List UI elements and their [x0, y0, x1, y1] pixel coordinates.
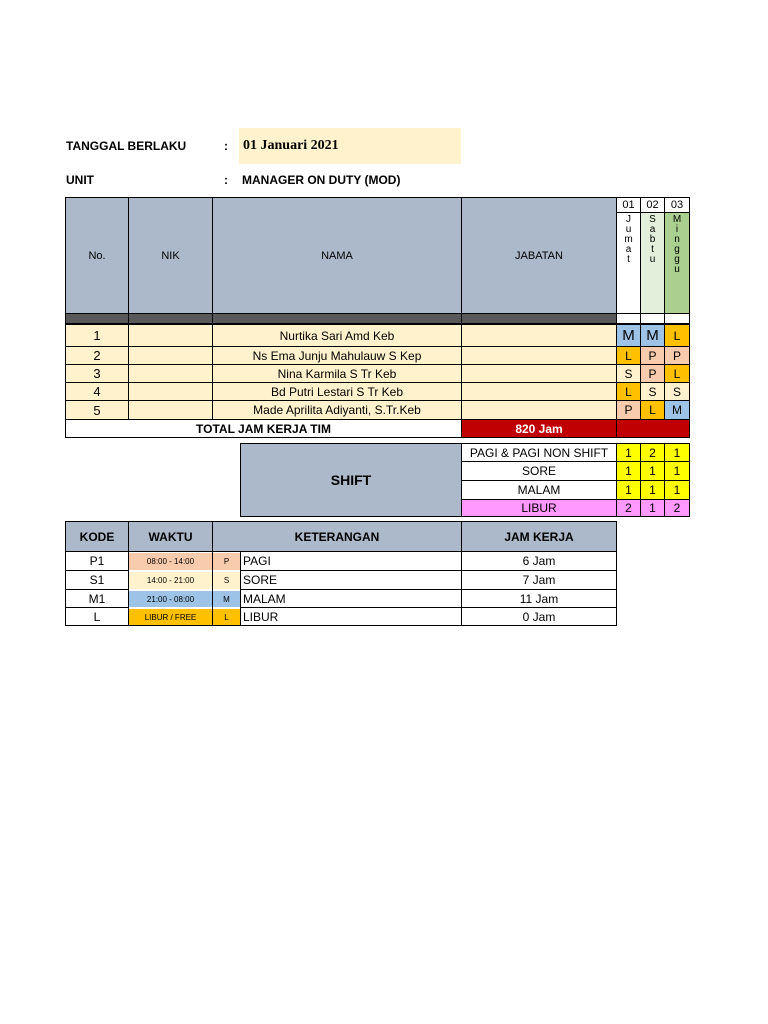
row-nama: Nurtika Sari Amd Keb: [212, 324, 462, 347]
row-jabatan: [461, 324, 617, 347]
legend-code: P: [213, 553, 240, 570]
shift-summary-count: 1: [616, 461, 641, 481]
shift-code-cell: P: [616, 400, 641, 420]
row-jabatan: [461, 346, 617, 365]
shift-summary-count: 1: [664, 461, 690, 481]
total-value: 820 Jam: [461, 419, 617, 438]
shift-summary-count: 2: [616, 499, 641, 517]
colon-separator: :: [224, 173, 228, 187]
divider-row: [461, 313, 617, 324]
shift-code-cell: M: [640, 324, 665, 347]
row-nik: [128, 400, 213, 420]
col-header-jabatan: JABATAN: [461, 197, 617, 314]
row-nama: Ns Ema Junju Mahulauw S Kep: [212, 346, 462, 365]
divider-row: [640, 313, 665, 324]
row-no: 4: [65, 382, 129, 401]
shift-code-cell: P: [664, 346, 690, 365]
divider-row: [65, 313, 129, 324]
legend-code: L: [213, 609, 240, 625]
day-name-1: J u m a t: [616, 212, 641, 314]
legend-keterangan: LIBUR: [240, 607, 462, 626]
divider-row: [616, 313, 641, 324]
shift-summary-label: MALAM: [461, 480, 617, 500]
shift-code-cell: L: [640, 400, 665, 420]
legend-keterangan: PAGI: [240, 551, 462, 571]
legend-header-kode: KODE: [65, 521, 129, 552]
row-jabatan: [461, 382, 617, 401]
row-nik: [128, 324, 213, 347]
row-nik: [128, 346, 213, 365]
tanggal-label: TANGGAL BERLAKU: [66, 139, 187, 153]
legend-jam: 0 Jam: [461, 607, 617, 626]
row-jabatan: [461, 400, 617, 420]
legend-waktu: 21:00 - 08:00: [129, 591, 212, 607]
legend-jam: 11 Jam: [461, 589, 617, 608]
shift-summary-count: 2: [664, 499, 690, 517]
legend-keterangan: MALAM: [240, 589, 462, 608]
legend-kode: S1: [65, 570, 129, 590]
day-date-3: 03: [664, 197, 690, 213]
legend-jam: 6 Jam: [461, 551, 617, 571]
shift-summary-label: PAGI & PAGI NON SHIFT: [461, 443, 617, 462]
row-nik: [128, 364, 213, 383]
shift-summary-count: 1: [664, 443, 690, 462]
day-date-1: 01: [616, 197, 641, 213]
row-nama: Nina Karmila S Tr Keb: [212, 364, 462, 383]
shift-code-cell: M: [664, 400, 690, 420]
divider-row: [664, 313, 690, 324]
legend-header-jam-kerja: JAM KERJA: [461, 521, 617, 552]
col-header-nik: NIK: [128, 197, 213, 314]
shift-summary-count: 1: [664, 480, 690, 500]
legend-code: M: [213, 591, 240, 607]
shift-code-cell: P: [640, 346, 665, 365]
shift-code-cell: S: [616, 364, 641, 383]
row-no: 5: [65, 400, 129, 420]
shift-summary-label: SORE: [461, 461, 617, 481]
col-header-nama: NAMA: [212, 197, 462, 314]
legend-waktu: 14:00 - 21:00: [129, 572, 212, 589]
legend-waktu: LIBUR / FREE: [129, 609, 212, 625]
shift-code-cell: M: [616, 324, 641, 347]
divider-row: [128, 313, 213, 324]
divider-row: [212, 313, 462, 324]
shift-code-cell: S: [640, 382, 665, 401]
shift-code-cell: P: [640, 364, 665, 383]
shift-code-cell: L: [616, 346, 641, 365]
shift-code-cell: L: [616, 382, 641, 401]
legend-jam: 7 Jam: [461, 570, 617, 590]
row-jabatan: [461, 364, 617, 383]
shift-code-cell: S: [664, 382, 690, 401]
row-no: 3: [65, 364, 129, 383]
total-label: TOTAL JAM KERJA TIM: [65, 419, 462, 438]
legend-keterangan: SORE: [240, 570, 462, 590]
row-no: 2: [65, 346, 129, 365]
shift-summary-count: 1: [616, 443, 641, 462]
shift-summary-label: LIBUR: [461, 499, 617, 517]
shift-summary-count: 1: [640, 480, 665, 500]
legend-kode: P1: [65, 551, 129, 571]
legend-header-keterangan: KETERANGAN: [212, 521, 462, 552]
shift-title: SHIFT: [240, 443, 462, 517]
shift-summary-count: 1: [640, 499, 665, 517]
legend-waktu: 08:00 - 14:00: [129, 553, 212, 570]
row-no: 1: [65, 324, 129, 347]
shift-code-cell: L: [664, 324, 690, 347]
legend-kode: L: [65, 607, 129, 626]
colon-separator: :: [224, 139, 228, 153]
unit-label: UNIT: [66, 173, 94, 187]
row-nama: Made Aprilita Adiyanti, S.Tr.Keb: [212, 400, 462, 420]
day-name-2: S a b t u: [640, 212, 665, 314]
shift-code-cell: L: [664, 364, 690, 383]
legend-kode: M1: [65, 589, 129, 608]
col-header-no: No.: [65, 197, 129, 314]
shift-summary-count: 1: [640, 461, 665, 481]
row-nik: [128, 382, 213, 401]
total-fill: [616, 419, 690, 438]
day-date-2: 02: [640, 197, 665, 213]
legend-frame: [128, 551, 213, 626]
tanggal-value: 01 Januari 2021: [239, 128, 461, 164]
shift-summary-count: 2: [640, 443, 665, 462]
row-nama: Bd Putri Lestari S Tr Keb: [212, 382, 462, 401]
shift-summary-count: 1: [616, 480, 641, 500]
unit-value: MANAGER ON DUTY (MOD): [242, 173, 401, 187]
legend-code: S: [213, 572, 240, 589]
legend-header-waktu: WAKTU: [128, 521, 213, 552]
day-name-3: M i n g g u: [664, 212, 690, 314]
